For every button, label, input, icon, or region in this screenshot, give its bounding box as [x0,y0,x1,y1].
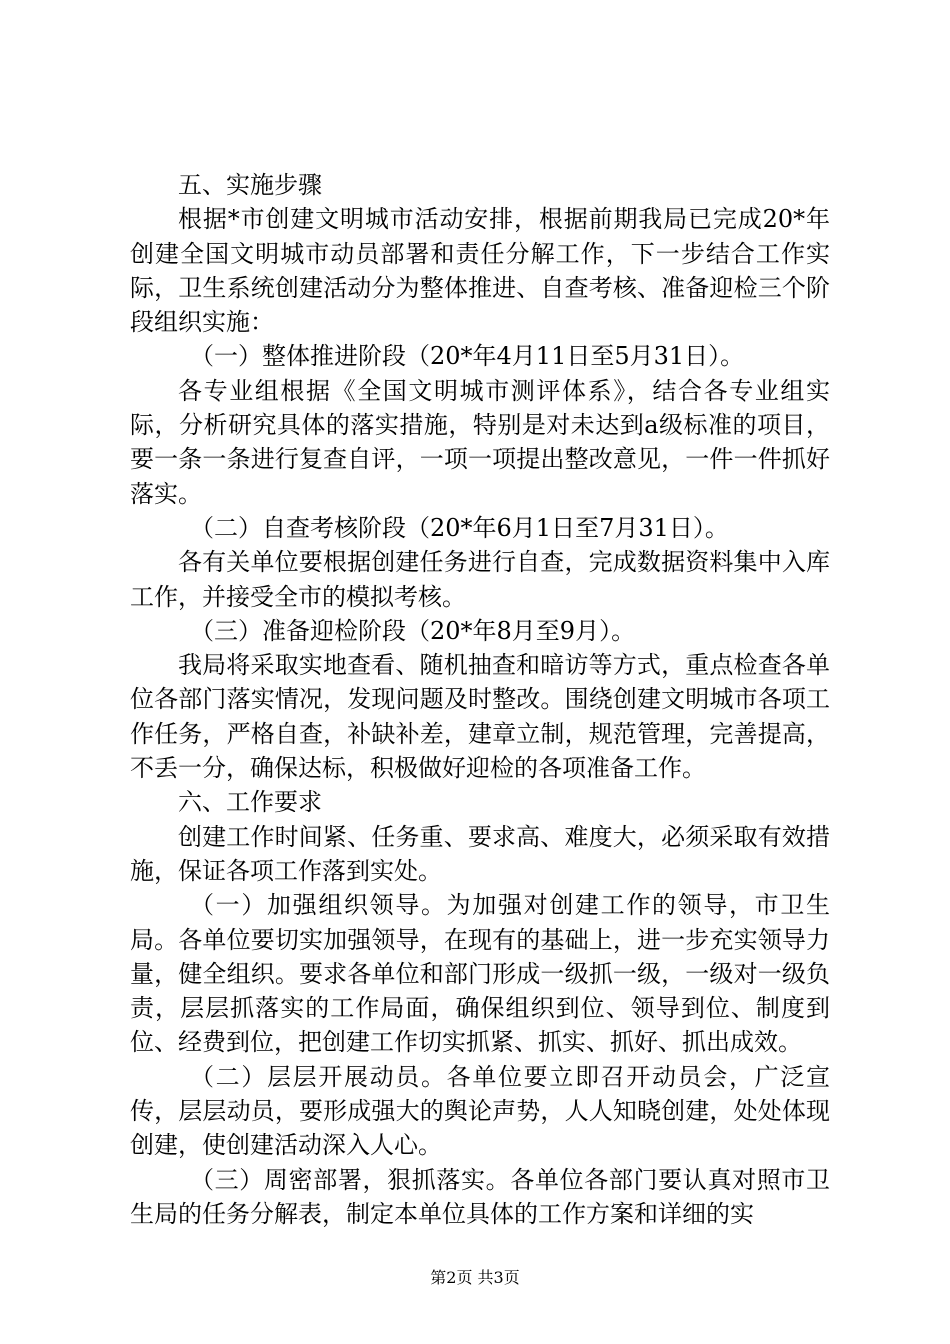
document-paragraph: 五、实施步骤 [178,171,322,199]
document-paragraph: （三）周密部署，狠抓落实。各单位各部门要认真对照市卫生局的任务分解表，制定本单位具体的工作方案和详细的实 [130,1165,830,1228]
document-paragraph: （一）整体推进阶段（20*年4月11日至5月31日）。 [190,342,745,371]
document-paragraph: 我局将采取实地查看、随机抽查和暗访等方式，重点检查各单位各部门落实情况，发现问题及时整改。围绕创建文明城市各项工作任务，严格自查，补缺补差，建章立制，规范管理，完善提高，不丢一分，确保达标，积极做好迎检的各项准备工作。 [130,651,830,783]
document-paragraph: 六、工作要求 [178,788,322,817]
page-footer: 第2页 共3页 [430,1268,520,1287]
document-paragraph: 各专业组根据《全国文明城市测评体系》，结合各专业组实际，分析研究具体的落实措施，特别是对未达到a级标准的项目，要一条一条进行复查自评，一项一项提出整改意见，一件一件抓好落实。 [130,376,830,508]
document-paragraph: 创建工作时间紧、任务重、要求高、难度大，必须采取有效措施，保证各项工作落到实处。 [130,822,830,885]
document-paragraph: （二）层层开展动员。各单位要立即召开动员会，广泛宣传，层层动员，要形成强大的舆论声势，人人知晓创建，处处体现创建，使创建活动深入人心。 [130,1062,830,1160]
document-paragraph: （一）加强组织领导。为加强对创建工作的领导，市卫生局。各单位要切实加强领导，在现有的基础上，进一步充实领导力量，健全组织。要求各单位和部门形成一级抓一级，一级对一级负责，层层抓落实的工作局面，确保组织到位、领导到位、制度到位、经费到位，把创建工作切实抓紧、抓实、抓好、抓出成效。 [130,891,830,1057]
document-paragraph: 各有关单位要根据创建任务进行自查，完成数据资料集中入库工作，并接受全市的模拟考核。 [130,548,830,611]
document-paragraph: （二）自查考核阶段（20*年6月1日至7月31日）。 [190,513,729,542]
document-paragraph: （三）准备迎检阶段（20*年8月至9月）。 [190,616,636,645]
document-body [130,168,830,1231]
document-paragraph: 根据*市创建文明城市活动安排，根据前期我局已完成20*年创建全国文明城市动员部署和责任分解工作，下一步结合工作实际，卫生系统创建活动分为整体推进、自查考核、准备迎检三个阶段组织实施： [130,205,830,337]
